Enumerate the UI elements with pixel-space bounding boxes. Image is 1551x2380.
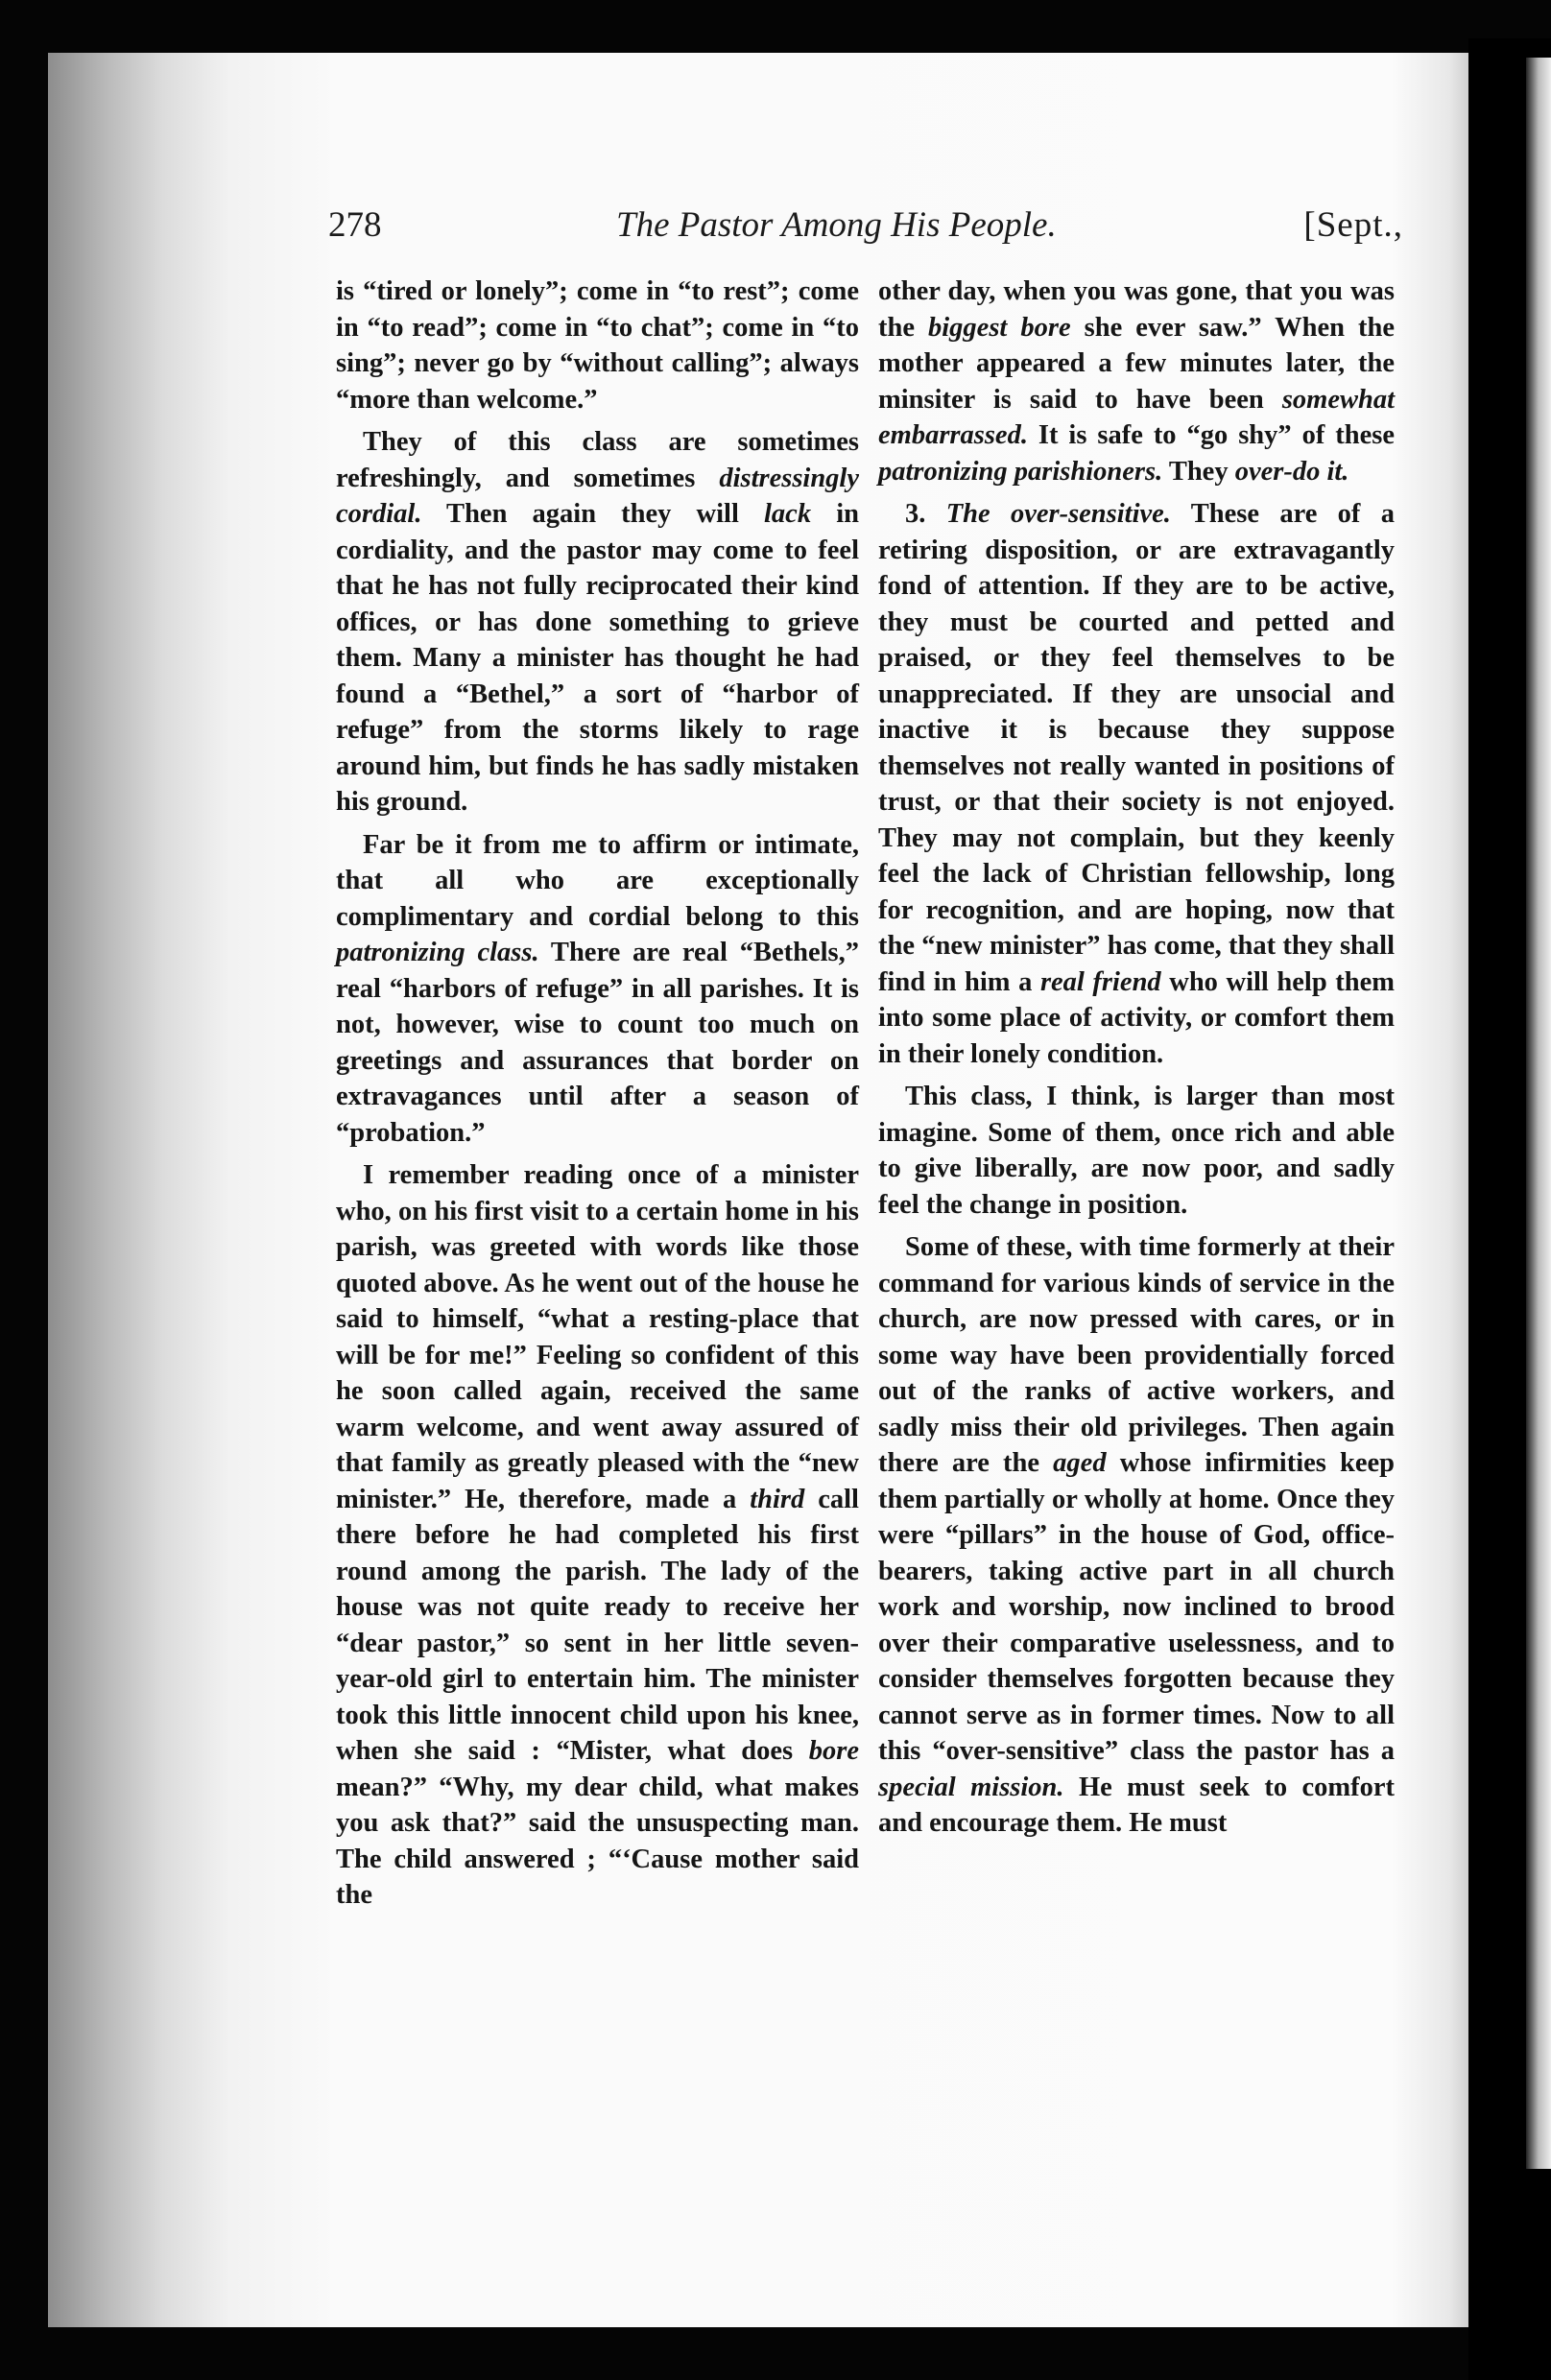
page-sliver (1526, 58, 1551, 2169)
adjacent-page-edge (1468, 38, 1551, 2380)
right-column (878, 274, 1395, 1848)
left-column (336, 274, 859, 1920)
paragraph: other day, when you was gone, that you was the biggest bore she ever saw.” When the mother appeared a few minutes later, the minsiter is said to have been somewhat embarrassed. It is safe to “go shy” of these patronizing parishioners. They over-do it. (878, 276, 1396, 487)
page-number: 278 (328, 205, 382, 245)
paragraph: This class, I think, is larger than most imagine. Some of them, once rich and able to give liberally, are now poor, and sadly feel the change in position. (878, 1082, 1395, 1220)
running-header (328, 204, 1403, 262)
paragraph: 3. The over-sensitive. These are of a retiring disposition, or are extravagantly fond of attention. If they are to be active, they must be courted and petted and praised, or they feel themselves to be unappreciated. If they are unsocial and inactive it is because they suppose themselves not really wanted in positions of trust, or that their society is not enjoyed. They may not complain, but they keenly feel the lack of Christian fellowship, long for recognition, and are hoping, now that the “new minister” has come, that they shall find in him a real friend who will help them into some place of activity, or comfort them in their lonely condition. (878, 499, 1395, 1069)
paragraph: Far be it from me to affirm or intimate, that all who are exceptionally complimentary and cordial belong to this patronizing class. There are real “Bethels,” real “harbors of refuge” in all parishes. It is not, however, wise to count too much on greetings and assurances that border on extravagances until after a season of “probation.” (336, 829, 859, 1148)
paragraph: They of this class are sometimes refreshingly, and sometimes distressingly cordial. Then again they will lack in cordiality, and the pastor may come to feel that he has not fully reciprocated their kind offices, or has done something to grieve them. Many a minister has thought he had found a “Bethel,” a sort of “harbor of refuge” from the storms likely to rage around him, but finds he has sadly mistaken his ground. (336, 427, 859, 817)
paragraph: Some of these, with time formerly at their command for various kinds of service in the church, are now pressed with cares, or in some way have been providentially forced out of the ranks of active workers, and sadly miss their old privileges. Then again there are the aged whose infirmities keep them partially or wholly at home. Once they were “pillars” in the house of God, office-bearers, taking active part in all church work and worship, now inclined to brood over their comparative uselessness, and to consider themselves forgotten because they cannot serve as in former times. Now to all this “over-sensitive” class the pastor has a special mission. He must seek to comfort and encourage them. He must (878, 1232, 1396, 1838)
paragraph: I remember reading once of a minister who, on his first visit to a certain home in his parish, was greeted with words like those quoted above. As he went out of the house he said to himself, “what a resting-place that will be for me!” Feeling so confident of this he soon called again, received the same warm welcome, and went away assured of that family as greatly pleased with the “new minister.” He, therefore, made a third call there before he had completed his first round among the parish. The lady of the house was not quite ready to receive her “dear pastor,” so sent in her little seven-year-old girl to entertain him. The minister took this little innocent child upon his knee, when she said : “Mister, what does bore mean?” “Why, my dear child, what makes you ask that?” said the unsuspecting man. The child answered ; “‘Cause mother said the (336, 1160, 859, 1910)
header-month: [Sept., (1303, 205, 1403, 245)
running-title: The Pastor Among His People. (616, 205, 1057, 245)
paragraph: is “tired or lonely”; come in “to rest”; come in “to read”; come in “to chat”; come in “to sing”; never go by “without calling”; always “more than welcome.” (336, 276, 859, 415)
